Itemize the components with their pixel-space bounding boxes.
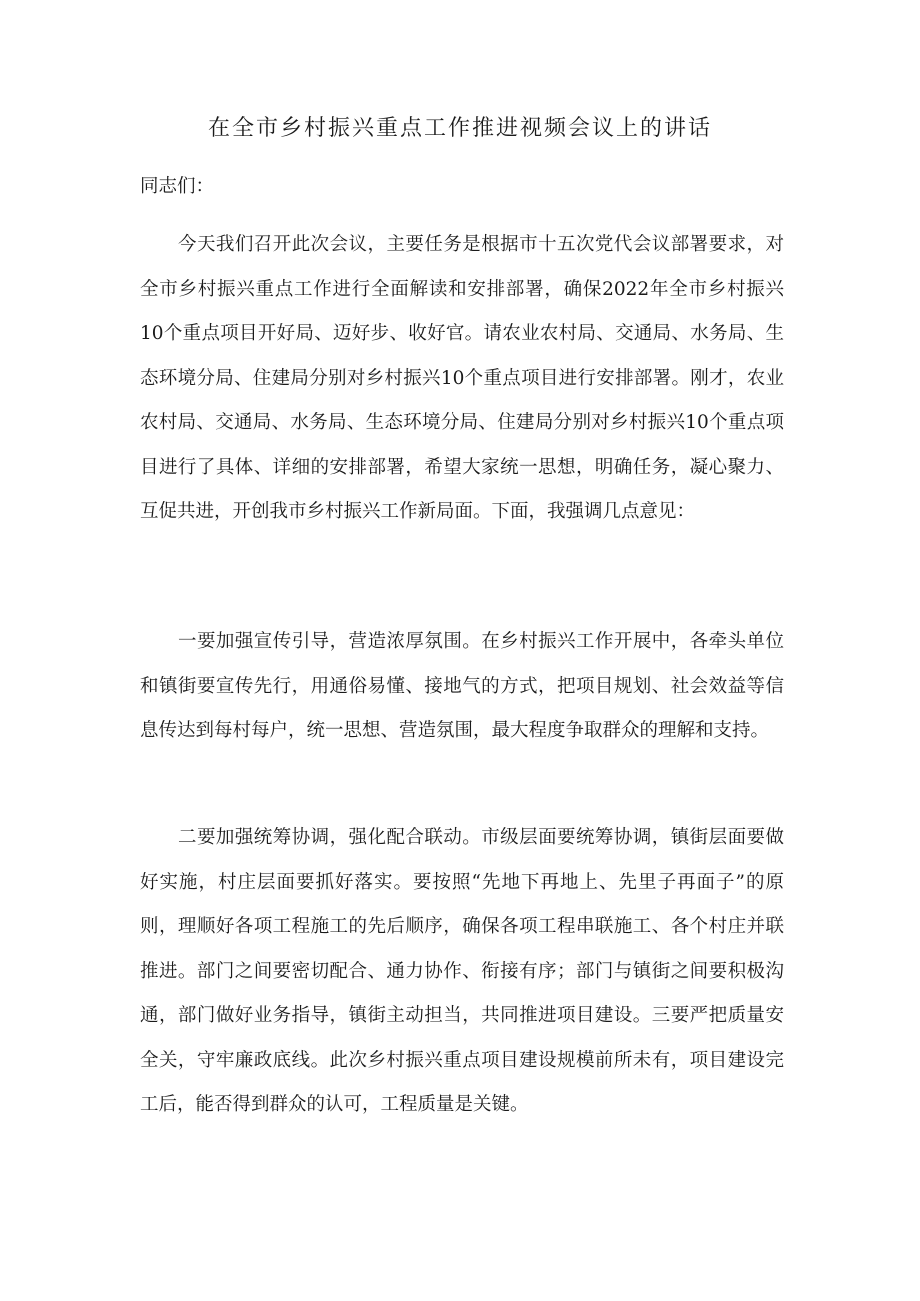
paragraph-point-two: 二要加强统筹协调，强化配合联动。市级层面要统筹协调，镇街层面要做好实施，村庄层面要抓好落实。要按照“先地下再地上、先里子再面子”的原则，理顺好各项工程施工的先后顺序，确保各项工程串联施工、各个村庄并联推进。部门之间要密切配合、通力协作、衔接有序；部门与镇街之间要积极沟通，部门做好业务指导，镇街主动担当，共同推进项目建设。三要严把质量安全关，守牢廉政底线。此次乡村振兴重点项目建设规模前所未有，项目建设完工后，能否得到群众的认可，工程质量是关键。 bbox=[140, 827, 784, 1115]
paragraph-opening: 今天我们召开此次会议，主要任务是根据市十五次党代会议部署要求，对全市乡村振兴重点工作进行全面解读和安排部署，确保2022年全市乡村振兴10个重点项目开好局、迈好步、收好官。请农业农村局、交通局、水务局、生态环境分局、住建局分别对乡村振兴10个重点项目进行安排部署。刚才，农业农村局、交通局、水务局、生态环境分局、住建局分别对乡村振兴10个重点项目进行了具体、详细的安排部署，希望大家统一思想，明确任务，凝心聚力、互促共进，开创我市乡村振兴工作新局面。下面，我强调几点意见： bbox=[140, 234, 784, 522]
salutation: 同志们： bbox=[140, 176, 215, 197]
paragraph-point-one: 一要加强宣传引导，营造浓厚氛围。在乡村振兴工作开展中，各牵头单位和镇街要宣传先行，用通俗易懂、接地气的方式，把项目规划、社会效益等信息传达到每村每户，统一思想、营造氛围，最大程度争取群众的理解和支持。 bbox=[140, 631, 784, 741]
document-title: 在全市乡村振兴重点工作推进视频会议上的讲话 bbox=[207, 116, 712, 141]
